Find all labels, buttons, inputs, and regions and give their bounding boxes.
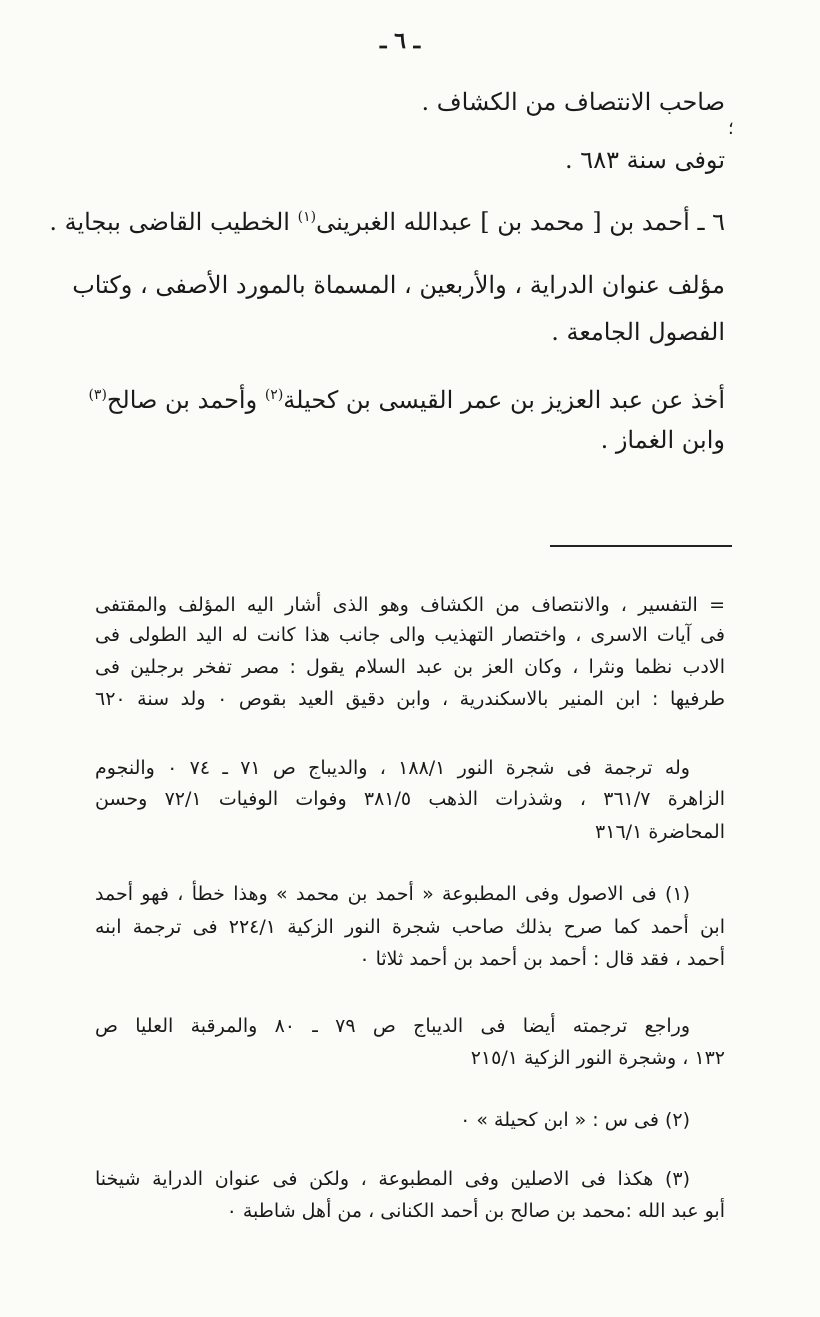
footnote-cont-line-4: طرفيها : ابن المنير بالاسكندرية ، وابن دقيق العيد بقوص ٠ ولد سنة ٦٢٠ xyxy=(95,688,725,710)
entry-heading-title: الخطيب القاضى ببجاية . xyxy=(49,208,290,236)
footnote-2: (٢) فى س : « ابن كحيلة » ٠ xyxy=(460,1109,690,1131)
footnote-1-line-2: ابن أحمد كما صرح بذلك صاحب شجرة النور الزكية ٢٢٤/١ فى ترجمة ابنه xyxy=(95,916,726,938)
body-line-5: الفصول الجامعة . xyxy=(551,318,725,346)
body-line-7: وابن الغماز . xyxy=(600,426,725,454)
footnote-1-line-3: أحمد ، فقد قال : أحمد بن أحمد بن أحمد ثلاثا ٠ xyxy=(359,948,725,970)
body-line-2: توفى سنة ٦٨٣ . xyxy=(565,146,725,174)
footnote-ref-1: (١) xyxy=(297,209,317,225)
footnote-1-line-1: (١) فى الاصول وفى المطبوعة « أحمد بن محمد » وهذا خطأ ، فهو أحمد xyxy=(95,883,690,905)
footnote-ref-2: (٢) xyxy=(264,387,284,403)
footnote-refs-line-1: وله ترجمة فى شجرة النور ١٨٨/١ ، والديباج ص ٧١ ـ ٧٤ ٠ والنجوم xyxy=(95,757,690,779)
body-line-6-part-a: أخذ عن عبد العزيز بن عمر القيسى بن كحيلة xyxy=(283,386,725,414)
footnote-3-line-1: (٣) هكذا فى الاصلين وفى المطبوعة ، ولكن فى عنوان الدراية شيخنا xyxy=(95,1168,690,1190)
body-line-4: مؤلف عنوان الدراية ، والأربعين ، المسماة بالمورد الأصفى ، وكتاب xyxy=(72,271,725,299)
margin-mark: ؛ xyxy=(728,118,734,139)
footnote-cont-line-1: = التفسير ، والانتصاف من الكشاف وهو الذى أشار اليه المؤلف والمقتفى xyxy=(95,594,725,616)
body-line-6-part-b: وأحمد بن صالح xyxy=(106,386,258,414)
body-line-6 xyxy=(88,375,725,420)
footnote-separator xyxy=(550,545,732,547)
footnote-refs-line-2: الزاهرة ٣٦١/٧ ، وشذرات الذهب ٣٨١/٥ وفوات الوفيات ٧٢/١ وحسن xyxy=(95,788,726,810)
footnote-cont-line-2: فى آيات الاسرى ، واختصار التهذيب والى جانب هذا كانت له اليد الطولى فى xyxy=(95,624,725,646)
footnote-3-line-2: أبو عبد الله :محمد بن صالح بن أحمد الكنانى ، من أهل شاطبة ٠ xyxy=(226,1200,725,1222)
footnote-refs-line-3: المحاضرة ٣١٦/١ xyxy=(595,821,725,843)
footnote-cont-line-3: الادب نظما ونثرا ، وكان العز بن عبد السلام يقول : مصر تفخر برجلين فى xyxy=(95,656,725,678)
entry-heading-name: ٦ ـ أحمد بن [ محمد بن ] عبدالله الغبرينى xyxy=(316,208,725,236)
footnote-1b-line-1: وراجع ترجمته أيضا فى الديباج ص ٧٩ ـ ٨٠ والمرقبة العليا ص xyxy=(95,1015,690,1037)
footnote-1b-line-2: ١٣٢ ، وشجرة النور الزكية ٢١٥/١ xyxy=(470,1047,725,1069)
body-line-1: صاحب الانتصاف من الكشاف . xyxy=(421,88,725,116)
footnote-ref-3: (٣) xyxy=(88,387,107,403)
page-number: ـ ٦ ـ xyxy=(379,28,421,54)
entry-heading xyxy=(49,197,725,242)
